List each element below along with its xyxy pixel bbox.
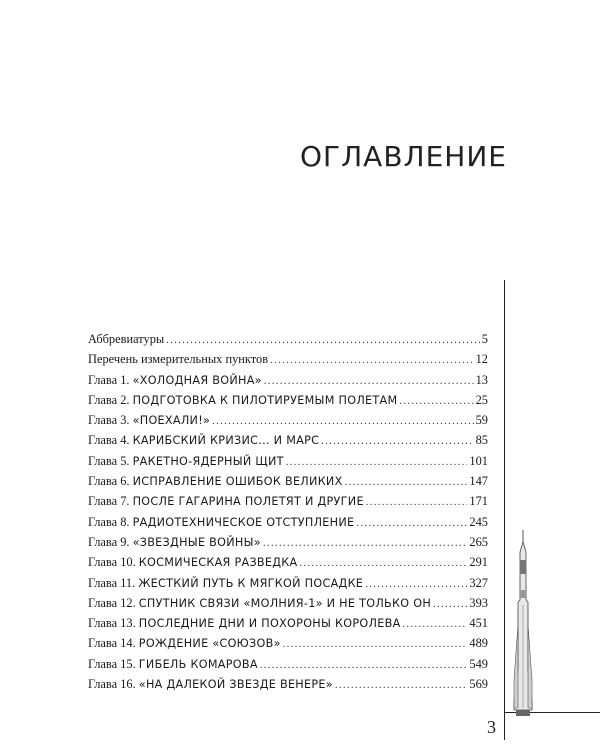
toc-entry-page: 12 <box>475 352 488 367</box>
page-number: 3 <box>487 717 496 737</box>
chapter-title: ГИБЕЛЬ КОМАРОВА <box>138 657 258 671</box>
toc-entry-page: 265 <box>469 534 488 549</box>
toc-entry-page: 569 <box>469 677 488 692</box>
leader-dots <box>365 579 467 590</box>
chapter-number: Глава 2. <box>88 392 133 407</box>
margin-vertical-rule <box>504 280 505 740</box>
chapter-number: Глава 5. <box>88 453 133 468</box>
toc-entry-chapter-7[interactable] <box>88 494 488 514</box>
toc-entry-chapter-11[interactable] <box>88 576 488 596</box>
chapter-number: Глава 11. <box>88 575 139 590</box>
chapter-title: ЖЕСТКИЙ ПУТЬ К МЯГКОЙ ПОСАДКЕ <box>138 576 364 590</box>
toc-entry-page: 5 <box>481 332 488 346</box>
toc-entry-chapter-16[interactable] <box>88 677 488 697</box>
leader-dots <box>283 639 468 650</box>
chapter-number: Глава 8. <box>88 514 133 529</box>
leader-dots <box>321 436 473 447</box>
toc-entry-page: 85 <box>475 433 488 448</box>
toc-entry-page: 393 <box>469 595 488 610</box>
chapter-number: Глава 6. <box>88 474 133 489</box>
chapter-title: РОЖДЕНИЕ «СОЮЗОВ» <box>138 637 281 651</box>
leader-dots <box>335 680 467 691</box>
toc-entry-chapter-8[interactable] <box>88 515 488 535</box>
toc-entry-chapter-12[interactable] <box>88 596 488 616</box>
leader-dots <box>166 335 480 346</box>
toc-entry-chapter-3[interactable] <box>88 413 488 433</box>
toc-entry-title: Перечень измерительных пунктов <box>88 352 269 367</box>
chapter-number: Глава 9. <box>88 534 133 549</box>
toc-entry-page: 13 <box>475 372 488 387</box>
rocket-illustration <box>510 530 536 720</box>
leader-dots <box>403 619 468 630</box>
toc-entry-chapter-1[interactable] <box>88 373 488 393</box>
toc-entry-chapter-14[interactable] <box>88 636 488 656</box>
toc-entry-title: Аббревиатуры <box>88 332 165 346</box>
chapter-title: КОСМИЧЕСКАЯ РАЗВЕДКА <box>138 556 298 570</box>
chapter-number: Глава 3. <box>88 413 133 428</box>
toc-entry-chapter-5[interactable] <box>88 454 488 474</box>
toc-entry-chapter-6[interactable] <box>88 474 488 494</box>
toc-entry-page: 171 <box>469 494 488 509</box>
chapter-title: «ЗВЕЗДНЫЕ ВОЙНЫ» <box>132 535 261 549</box>
leader-dots <box>399 396 473 407</box>
leader-dots <box>260 660 468 671</box>
chapter-title: «ХОЛОДНАЯ ВОЙНА» <box>132 373 262 387</box>
chapter-title: СПУТНИК СВЯЗИ «МОЛНИЯ-1» И НЕ ТОЛЬКО ОН <box>138 596 432 610</box>
chapter-title: «НА ДАЛЕКОЙ ЗВЕЗДЕ ВЕНЕРЕ» <box>138 678 333 692</box>
chapter-number: Глава 15. <box>88 656 139 671</box>
toc-entry-chapter-10[interactable] <box>88 555 488 575</box>
toc-entry-chapter-9[interactable] <box>88 535 488 555</box>
chapter-number: Глава 14. <box>88 636 139 651</box>
table-of-contents <box>88 332 488 697</box>
toc-entry-page: 245 <box>469 514 488 529</box>
chapter-number: Глава 13. <box>88 616 139 631</box>
chapter-title: РАДИОТЕХНИЧЕСКОЕ ОТСТУПЛЕНИЕ <box>132 515 355 529</box>
leader-dots <box>286 457 468 468</box>
chapter-title: ПОДГОТОВКА К ПИЛОТИРУЕМЫМ ПОЛЕТАМ <box>132 393 398 407</box>
toc-entry-page: 549 <box>469 656 488 671</box>
page-title: ОГЛАВЛЕНИЕ <box>300 140 507 173</box>
chapter-title: «ПОЕХАЛИ!» <box>132 414 211 428</box>
toc-entry-chapter-13[interactable] <box>88 616 488 636</box>
chapter-number: Глава 10. <box>88 555 139 570</box>
leader-dots <box>366 497 468 508</box>
chapter-number: Глава 12. <box>88 595 139 610</box>
toc-entry-abbreviations[interactable] <box>88 332 488 352</box>
chapter-number: Глава 1. <box>88 372 133 387</box>
toc-entry-page: 451 <box>469 616 488 631</box>
toc-entry-page: 59 <box>475 413 488 428</box>
chapter-title: ПОСЛЕДНИЕ ДНИ И ПОХОРОНЫ КОРОЛЕВА <box>138 617 401 631</box>
chapter-title: РАКЕТНО-ЯДЕРНЫЙ ЩИТ <box>132 454 284 468</box>
leader-dots <box>356 518 467 529</box>
chapter-number: Глава 7. <box>88 494 133 509</box>
toc-entry-chapter-15[interactable] <box>88 657 488 677</box>
toc-entry-measuring-points[interactable] <box>88 352 488 372</box>
chapter-title: ИСПРАВЛЕНИЕ ОШИБОК ВЕЛИКИХ <box>132 475 343 489</box>
chapter-number: Глава 4. <box>88 433 133 448</box>
toc-entry-chapter-4[interactable] <box>88 433 488 453</box>
leader-dots <box>300 558 468 569</box>
leader-dots <box>270 355 474 366</box>
leader-dots <box>345 477 468 488</box>
toc-entry-chapter-2[interactable] <box>88 393 488 413</box>
leader-dots <box>212 416 473 427</box>
leader-dots <box>433 599 467 610</box>
chapter-title: ПОСЛЕ ГАГАРИНА ПОЛЕТЯТ И ДРУГИЕ <box>132 495 364 509</box>
chapter-title: КАРИБСКИЙ КРИЗИС... И МАРС <box>132 434 320 448</box>
leader-dots <box>263 538 467 549</box>
toc-entry-page: 147 <box>469 474 488 489</box>
toc-entry-page: 291 <box>469 555 488 570</box>
chapter-number: Глава 16. <box>88 677 139 692</box>
toc-entry-page: 327 <box>469 575 488 590</box>
toc-entry-page: 101 <box>469 453 488 468</box>
toc-entry-page: 489 <box>469 636 488 651</box>
leader-dots <box>264 376 474 387</box>
toc-entry-page: 25 <box>475 392 488 407</box>
